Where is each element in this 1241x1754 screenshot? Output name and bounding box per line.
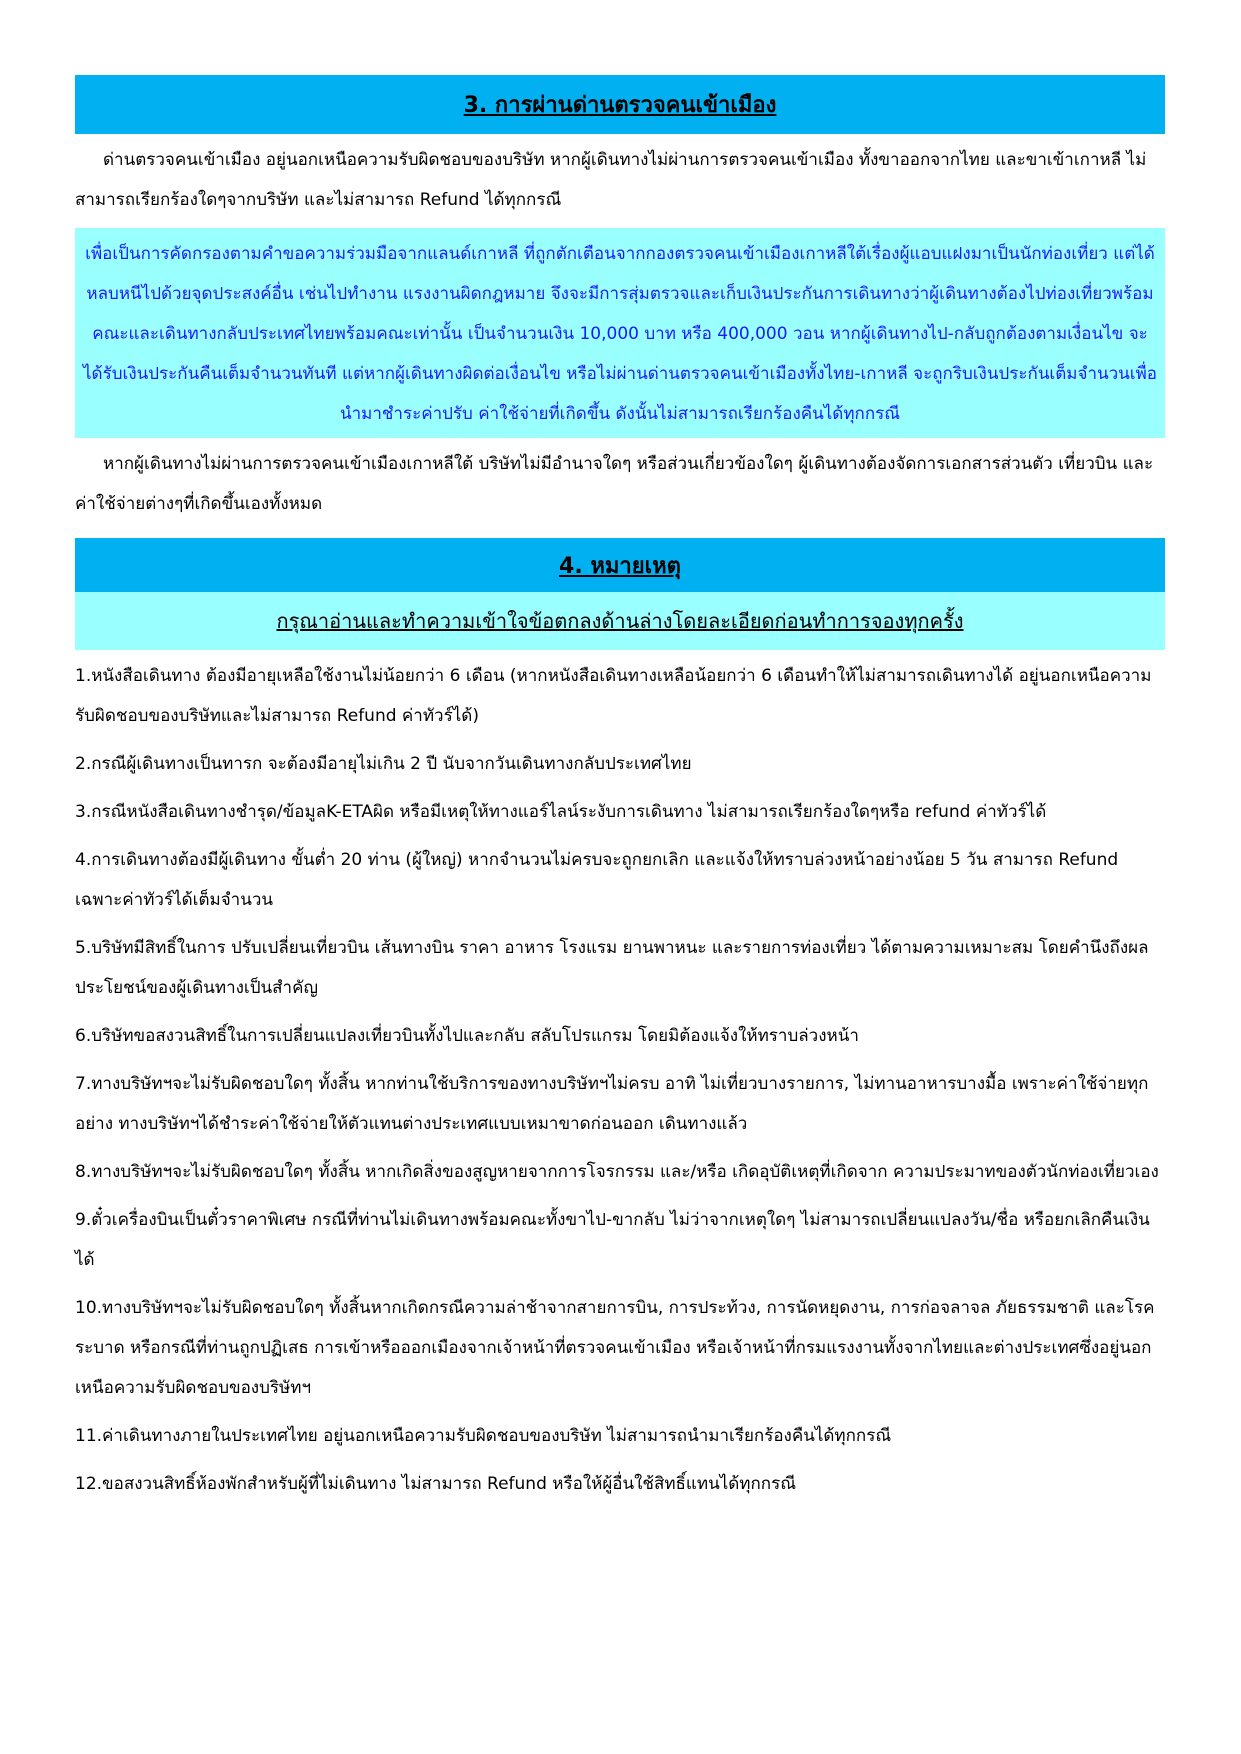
note-item: 1.หนังสือเดินทาง ต้องมีอายุเหลือใช้งานไม่น้อยกว่า 6 เดือน (หากหนังสือเดินทางเหลือน้อยกว่า 6 เดือนทำให้ไม่สามารถเดินทางได้ อยู่นอกเหนือความรับผิดชอบของบริษัทและไม่สามารถ Refund ค่าทัวร์ได้) [75,666,1152,726]
section-4-subtitle: กรุณาอ่านและทำความเข้าใจข้อตกลงด้านล่างโดยละเอียดก่อนทำการจองทุกครั้ง [276,609,964,633]
note-item: 9.ตั๋วเครื่องบินเป็นตั๋วราคาพิเศษ กรณีที่ท่านไม่เดินทางพร้อมคณะทั้งขาไป-ขากลับ ไม่ว่าจากเหตุใดๆ ไม่สามารถเปลี่ยนแปลงวัน/ชื่อ หรือยกเลิกคืนเงินได้ [75,1210,1150,1270]
note-item: 8.ทางบริษัทฯจะไม่รับผิดชอบใดๆ ทั้งสิ้น หากเกิดสิ่งของสูญหายจากการโจรกรรม และ/หรือ เกิดอุบัติเหตุที่เกิดจาก ความประมาทของตัวนักท่องเที่ยวเอง [75,1162,1159,1182]
note-item: 11.ค่าเดินทางภายในประเทศไทย อยู่นอกเหนือความรับผิดชอบของบริษัท ไม่สามารถนำมาเรียกร้องคืนได้ทุกกรณี [75,1426,892,1446]
section-3-paragraph-1: ด่านตรวจคนเข้าเมือง อยู่นอกเหนือความรับผิดชอบของบริษัท หากผู้เดินทางไม่ผ่านการตรวจคนเข้าเมือง ทั้งขาออกจากไทย และขาเข้าเกาหลี ไม่สามารถเรียกร้องใดๆจากบริษัท และไม่สามารถ Refund ได้ทุกกรณี [75,150,1147,210]
note-item: 2.กรณีผู้เดินทางเป็นทารก จะต้องมีอายุไม่เกิน 2 ปี นับจากวันเดินทางกลับประเทศไทย [75,754,692,774]
section-3-title: 3. การผ่านด่านตรวจคนเข้าเมือง [463,93,777,118]
note-item: 5.บริษัทมีสิทธิ์ในการ ปรับเปลี่ยนเที่ยวบิน เส้นทางบิน ราคา อาหาร โรงแรม ยานพาหนะ และรายการท่องเที่ยว ได้ตามความเหมาะสม โดยคำนึงถึงผลประโยชน์ของผู้เดินทางเป็นสำคัญ [75,938,1149,998]
note-item: 7.ทางบริษัทฯจะไม่รับผิดชอบใดๆ ทั้งสิ้น หากท่านใช้บริการของทางบริษัทฯไม่ครบ อาทิ ไม่เที่ยวบางรายการ, ไม่ทานอาหารบางมื้อ เพราะค่าใช้จ่ายทุกอย่าง ทางบริษัทฯได้ชำระค่าใช้จ่ายให้ตัวแทนต่างประเทศแบบเหมาขาดก่อนออก เดินทางแล้ว [75,1074,1149,1134]
section-4-header [75,538,1165,592]
deposit-notice-text: เพื่อเป็นการคัดกรองตามคำขอความร่วมมือจากแลนด์เกาหลี ที่ถูกตักเตือนจากกองตรวจคนเข้าเมืองเกาหลีใต้เรื่องผู้แอบแฝงมาเป็นนักท่องเที่ยว แต่ได้หลบหนีไปด้วยจุดประสงค์อื่น เช่นไปทำงาน แรงงานผิดกฎหมาย จึงจะมีการสุ่มตรวจและเก็บเงินประกันการเดินทางว่าผู้เดินทางต้องไปท่องเที่ยวพร้อมคณะและเดินทางกลับประเทศไทยพร้อมคณะเท่านั้น เป็นจำนวนเงิน 10,000 บาท หรือ 400,000 วอน หากผู้เดินทางไป-กลับถูกต้องตามเงื่อนไข จะได้รับเงินประกันคืนเต็มจำนวนทันที แต่หากผู้เดินทางผิดต่อเงื่อนไข หรือไม่ผ่านด่านตรวจคนเข้าเมืองทั้งไทย-เกาหลี จะถูกริบเงินประกันเต็มจำนวนเพื่อนำมาชำระค่าปรับ ค่าใช้จ่ายที่เกิดขึ้น ดังนั้นไม่สามารถเรียกร้องคืนได้ทุกกรณี [83,244,1158,424]
note-item: 10.ทางบริษัทฯจะไม่รับผิดชอบใดๆ ทั้งสิ้นหากเกิดกรณีความล่าช้าจากสายการบิน, การประท้วง, การนัดหยุดงาน, การก่อจลาจล ภัยธรรมชาติ และโรคระบาด หรือกรณีที่ท่านถูกปฏิเสธ การเข้าหรือออกเมืองจากเจ้าหน้าที่ตรวจคนเข้าเมือง หรือเจ้าหน้าที่กรมแรงงานทั้งจากไทยและต่างประเทศซึ่งอยู่นอกเหนือความรับผิดชอบของบริษัทฯ [75,1298,1155,1398]
section-4-subheader [75,592,1165,650]
deposit-notice-box [75,228,1165,438]
section-3-header [75,75,1165,134]
note-item: 12.ขอสงวนสิทธิ์ห้องพักสำหรับผู้ที่ไม่เดินทาง ไม่สามารถ Refund หรือให้ผู้อื่นใช้สิทธิ์แทนได้ทุกกรณี [75,1474,796,1494]
note-item: 3.กรณีหนังสือเดินทางชำรุด/ข้อมูลK-ETAผิด หรือมีเหตุให้ทางแอร์ไลน์ระงับการเดินทาง ไม่สามารถเรียกร้องใดๆหรือ refund ค่าทัวร์ได้ [75,802,1047,822]
notes-list [75,656,1165,1504]
note-item: 6.บริษัทขอสงวนสิทธิ์ในการเปลี่ยนแปลงเที่ยวบินทั้งไปและกลับ สลับโปรแกรม โดยมิต้องแจ้งให้ทราบล่วงหน้า [75,1026,859,1046]
section-4-title: 4. หมายเหตุ [559,553,681,579]
document-page [75,75,1165,1512]
note-item: 4.การเดินทางต้องมีผู้เดินทาง ขั้นต่ำ 20 ท่าน (ผู้ใหญ่) หากจำนวนไม่ครบจะถูกยกเลิก และแจ้งให้ทราบล่วงหน้าอย่างน้อย 5 วัน สามารถ Refund เฉพาะค่าทัวร์ได้เต็มจำนวน [75,850,1119,910]
section-3-paragraph-2: หากผู้เดินทางไม่ผ่านการตรวจคนเข้าเมืองเกาหลีใต้ บริษัทไม่มีอำนาจใดๆ หรือส่วนเกี่ยวข้องใดๆ ผู้เดินทางต้องจัดการเอกสารส่วนตัว เที่ยวบิน และค่าใช้จ่ายต่างๆที่เกิดขึ้นเองทั้งหมด [75,454,1154,514]
